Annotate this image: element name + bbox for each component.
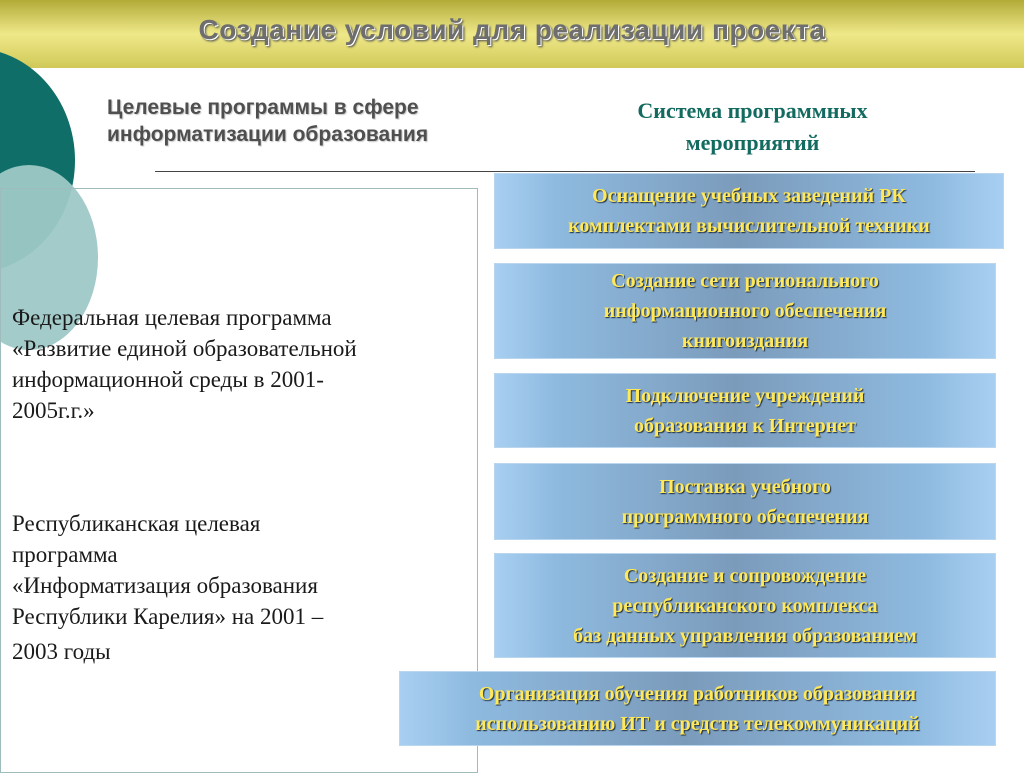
measure-box-line: Подключение учреждений [625, 384, 865, 407]
measure-box-line: Оснащение учебных заведений РК [592, 185, 906, 207]
measure-box-software [494, 463, 996, 540]
divider-line [155, 171, 975, 172]
subtitle-right-line: мероприятий [685, 130, 820, 155]
federal-program-text [12, 302, 472, 426]
republic-program-line: Республиканская целевая [12, 511, 261, 536]
measure-box-line: Поставка учебного [659, 475, 831, 498]
federal-program-line: Федеральная целевая программа [12, 305, 332, 330]
measure-box-databases [494, 553, 996, 658]
federal-program-line: информационной среды в 2001- [12, 367, 324, 392]
measure-box-line: Создание сети регионального [611, 270, 879, 292]
republic-program-text [12, 508, 452, 667]
measure-box-line: комплектами вычислительной техники [568, 215, 930, 237]
measure-box-line: использованию ИТ и средств телекоммуникаций [475, 712, 920, 735]
measure-box-line: Создание и сопровождение [623, 564, 867, 587]
federal-program-line: «Развитие единой образовательной [12, 336, 357, 361]
measure-box-line: образования к Интернет [634, 414, 856, 437]
title-bar [0, 0, 1024, 68]
measure-box-regional-network [494, 263, 996, 359]
subtitle-target-programs [107, 94, 567, 148]
measure-box-internet [494, 373, 996, 448]
republic-program-line: 2003 годы [12, 639, 111, 664]
republic-program-years: на 2001 – [225, 604, 324, 629]
subtitle-left-line: Целевые программы в сфере [107, 96, 419, 119]
subtitle-program-system [580, 95, 925, 159]
federal-program-line: 2005г.г.» [12, 398, 95, 423]
subtitle-right-line: Система программных [637, 98, 868, 123]
measure-box-equipment [494, 173, 1004, 249]
measure-box-line: баз данных управления образованием [573, 624, 917, 647]
republic-program-line: программа [12, 542, 118, 567]
slide-title: Создание условий для реализации проекта [198, 14, 826, 45]
measure-box-training [399, 671, 996, 746]
republic-program-name: Республики Карелия» [12, 604, 226, 629]
republic-program-line [12, 601, 452, 632]
subtitle-left-line: информатизации образования [107, 123, 429, 146]
measure-box-line: книгоиздания [681, 330, 809, 352]
republic-program-line: «Информатизация образования [12, 573, 318, 598]
measure-box-line: информационного обеспечения [603, 300, 887, 322]
measure-box-line: республиканского комплекса [612, 594, 878, 617]
measure-box-line: Организация обучения работников образования [478, 682, 917, 705]
measure-box-line: программного обеспечения [621, 505, 869, 528]
